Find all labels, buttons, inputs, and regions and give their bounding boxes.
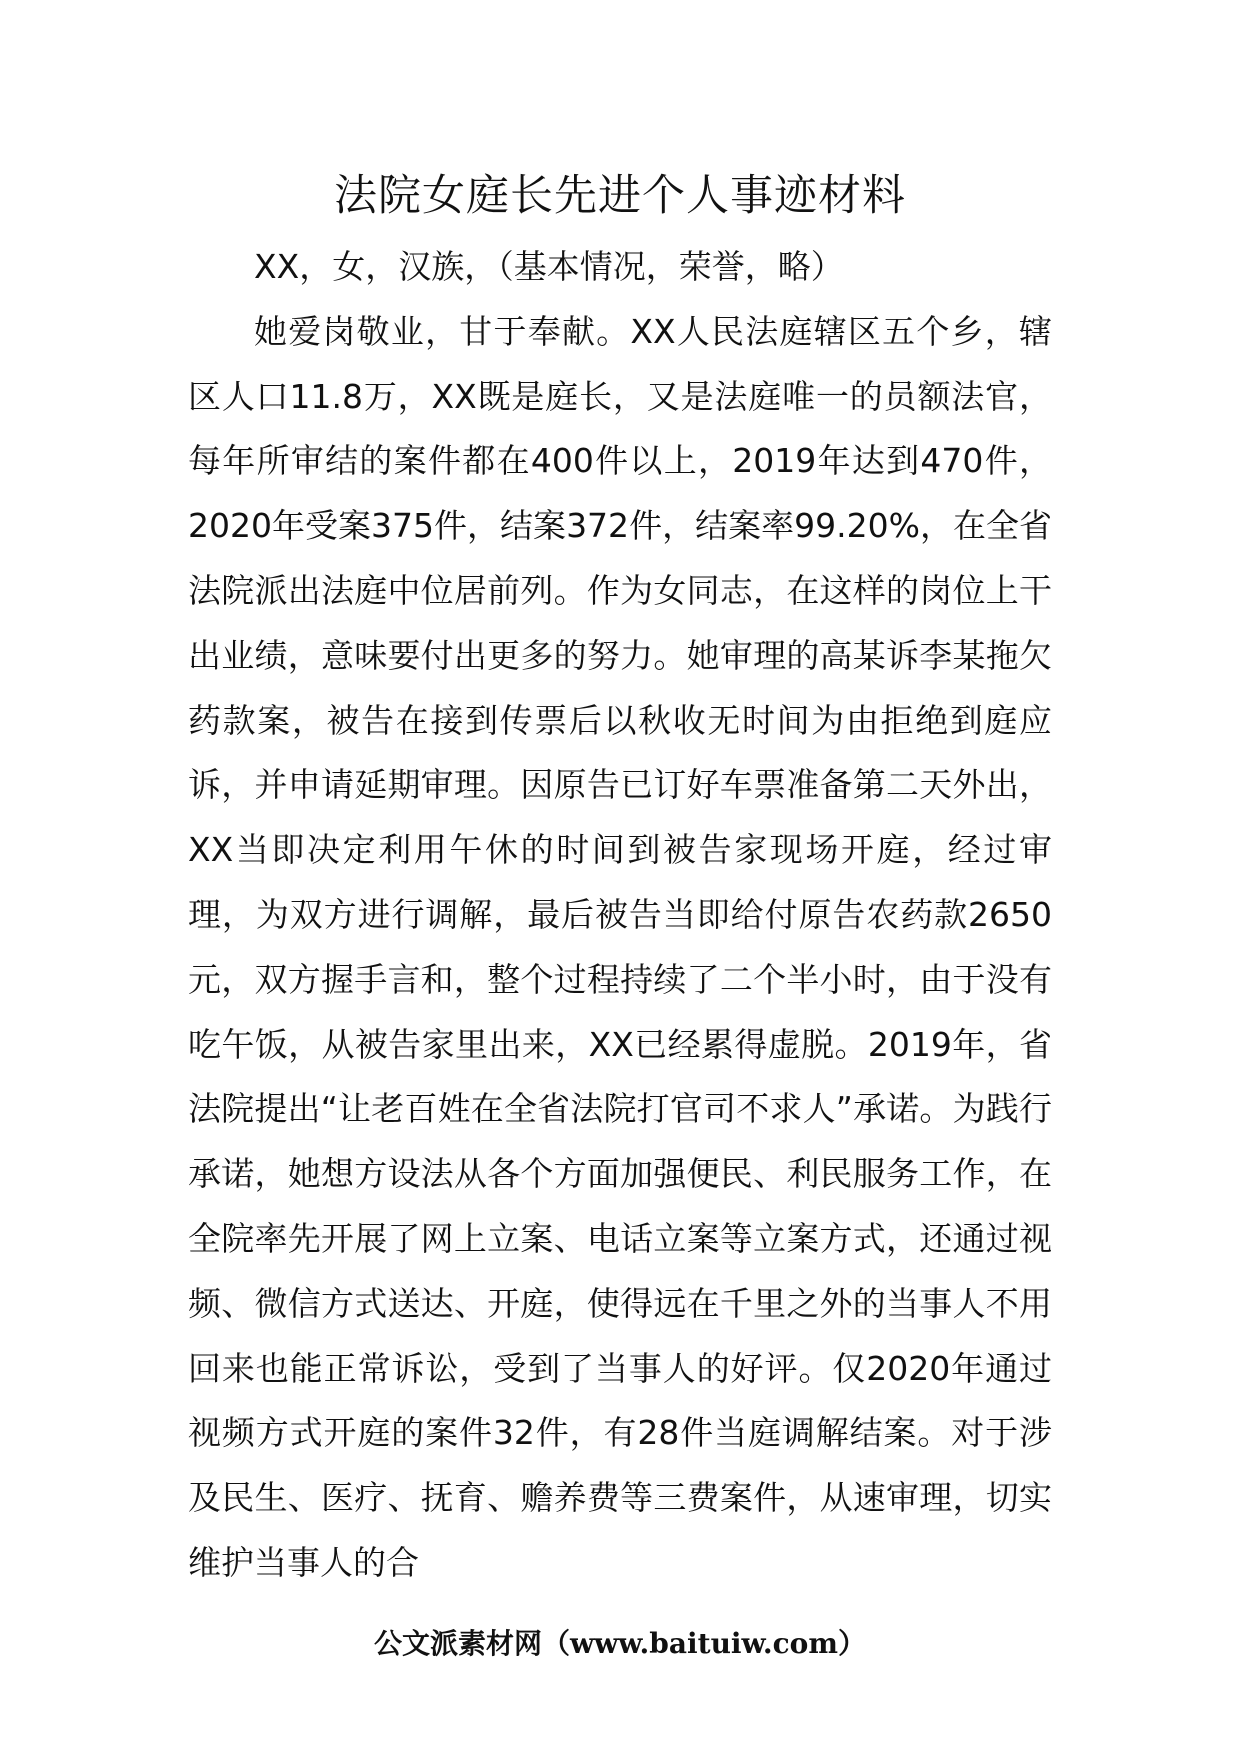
footer-watermark: 公文派素材网（www.baituiw.com）	[374, 1627, 866, 1660]
paragraph-deeds: 她爱岗敬业，甘于奉献。XX人民法庭辖区五个乡，辖区人口11.8万，XX既是庭长，又是法庭唯一的员额法官，每年所审结的案件都在400件以上，2019年达到470件，2020年受案375件，结案372件，结案率99.20%，在全省法院派出法庭中位居前列。作为女同志，在这样的岗位上干出业绩，意味要付出更多的努力。她审理的高某诉李某拖欠药款案，被告在接到传票后以秋收无时间为由拒绝到庭应诉，并申请延期审理。因原告已订好车票准备第二天外出，XX当即决定利用午休的时间到被告家现场开庭，经过审理，为双方进行调解，最后被告当即给付原告农药款2650元，双方握手言和，整个过程持续了二个半小时，由于没有吃午饭，从被告家里出来，XX已经累得虚脱。2019年，省法院提出“让老百姓在全省法院打官司不求人”承诺。为践行承诺，她想方设法从各个方面加强便民、利民服务工作，在全院率先开展了网上立案、电话立案等立案方式，还通过视频、微信方式送达、开庭，使得远在千里之外的当事人不用回来也能正常诉讼，受到了当事人的好评。仅2020年通过视频方式开庭的案件32件，有28件当庭调解结案。对于涉及民生、医疗、抚育、赡养费等三费案件，从速审理，切实维护当事人的合	[188, 311, 1052, 1582]
document-title: 法院女庭长先进个人事迹材料	[334, 171, 906, 221]
document-body	[188, 235, 1052, 1596]
paragraph-basic-info: XX，女，汉族，（基本情况，荣誉，略）	[254, 247, 844, 286]
